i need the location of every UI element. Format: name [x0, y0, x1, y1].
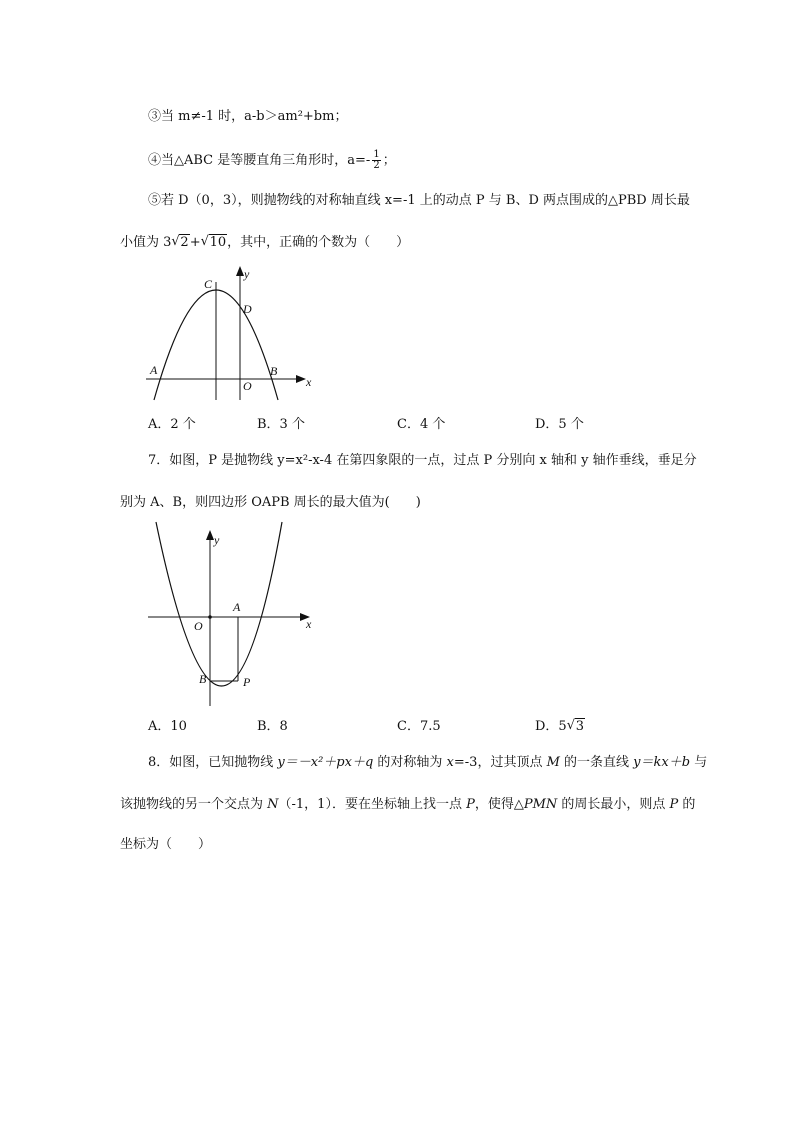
sqrt-10 [201, 234, 228, 252]
fraction-one-half [372, 150, 380, 171]
figure-2-origin-dot [208, 615, 212, 619]
figure-1-y-arrow-icon [236, 266, 244, 276]
figure-1-label-b: B [270, 364, 278, 378]
plus-sign: + [189, 235, 201, 250]
figure-1-label-c: C [204, 277, 213, 291]
q8-line-2-end: 的 [678, 797, 696, 812]
q8-line-1 [148, 754, 707, 772]
fraction-denominator: 2 [373, 160, 380, 171]
figure-1-label-y: y [244, 267, 250, 281]
statement-3: ③当 m≠-1 时，a-b＞am²+bm； [148, 109, 348, 124]
statement-5-line-2 [120, 234, 409, 252]
q8-line-1-prefix: 8．如图，已知抛物线 [148, 755, 278, 770]
q7-line-1: 7．如图，P 是抛物线 y=x²-x-4 在第四象限的一点，过点 P 分别向 x 轴和 y 轴作垂线，垂足分 [148, 453, 697, 468]
statement-5-line-1: ⑤若 D（0，3），则抛物线的对称轴直线 x=-1 上的动点 P 与 B、D 两点围成的△PBD 周长最 [148, 193, 690, 208]
q8-line-1-mid2: 的一条直线 [559, 755, 634, 770]
q7-option-d[interactable] [535, 718, 585, 736]
q8-line-2-coords: （-1，1）．要在坐标轴上找一点 [278, 797, 467, 812]
q8-line-2-prefix: 该抛物线的另一个交点为 [120, 797, 268, 812]
q8-axis-value: =-3，过其顶点 [453, 755, 547, 770]
figure-1-label-x: x [306, 375, 312, 389]
q8-point-m: M [546, 755, 560, 770]
sqrt-3 [567, 718, 585, 736]
figure-2-y-arrow-icon [206, 530, 214, 540]
statement-5-suffix: ，其中，正确的个数为（ ） [227, 235, 410, 250]
q8-line-2-mid2: 的周长最小，则点 [557, 797, 670, 812]
minus-sign: - [365, 153, 371, 168]
figure-1-label-o: O [243, 379, 252, 393]
q8-line-2 [120, 796, 695, 814]
figure-2-label-x: x [306, 617, 312, 631]
statement-4-end: ； [382, 153, 396, 168]
q7-line-2: 别为 A、B，则四边形 OAPB 周长的最大值为( ) [120, 495, 421, 510]
q7-option-a[interactable]: A．10 [148, 719, 187, 734]
q8-point-p-2: P [669, 797, 679, 812]
figure-1-x-arrow-icon [296, 375, 306, 383]
q8-parabola-formula: y＝－x²＋px＋q [277, 755, 374, 770]
fraction-numerator: 1 [373, 149, 380, 160]
q6-option-c[interactable]: C．4 个 [397, 417, 446, 432]
statement-4 [148, 150, 396, 171]
q6-option-d[interactable]: D．5 个 [535, 417, 584, 432]
q8-axis-var: x [446, 755, 454, 770]
radicand-3: 3 [575, 719, 584, 734]
q7-option-b[interactable]: B．8 [257, 719, 288, 734]
figure-2-parabola [140, 520, 330, 714]
radicand-2: 2 [180, 235, 189, 250]
q8-point-p: P [466, 797, 475, 812]
q8-line-3: 坐标为（ ） [120, 837, 212, 852]
figure-2-label-y: y [214, 533, 220, 547]
q8-triangle-pmn: PMN [523, 797, 558, 812]
q6-option-b[interactable]: B．3 个 [257, 417, 305, 432]
radicand-10: 10 [209, 235, 227, 250]
q8-point-n: N [267, 797, 279, 812]
figure-2-label-a: A [233, 600, 241, 614]
q8-line-2-mid: ，使得△ [474, 797, 524, 812]
q8-line-1-end: 与 [690, 755, 708, 770]
q8-line-formula: y＝kx＋b [633, 755, 691, 770]
statement-5-prefix: 小值为 3 [120, 235, 172, 250]
q6-option-a[interactable]: A．2 个 [148, 417, 196, 432]
sqrt-2 [171, 234, 189, 252]
q8-line-1-mid: 的对称轴为 [373, 755, 447, 770]
figure-2-label-b: B [199, 672, 207, 686]
figure-2-label-p: P [243, 675, 251, 689]
q7-option-c[interactable]: C．7.5 [397, 719, 441, 734]
figure-1-parabola [140, 262, 320, 416]
statement-4-text: ④当△ABC 是等腰直角三角形时，a= [148, 153, 366, 168]
figure-1-label-d: D [243, 302, 252, 316]
figure-2-label-o: O [194, 619, 203, 633]
figure-1-label-a: A [150, 363, 158, 377]
q7-option-d-prefix: D．5 [535, 719, 567, 734]
